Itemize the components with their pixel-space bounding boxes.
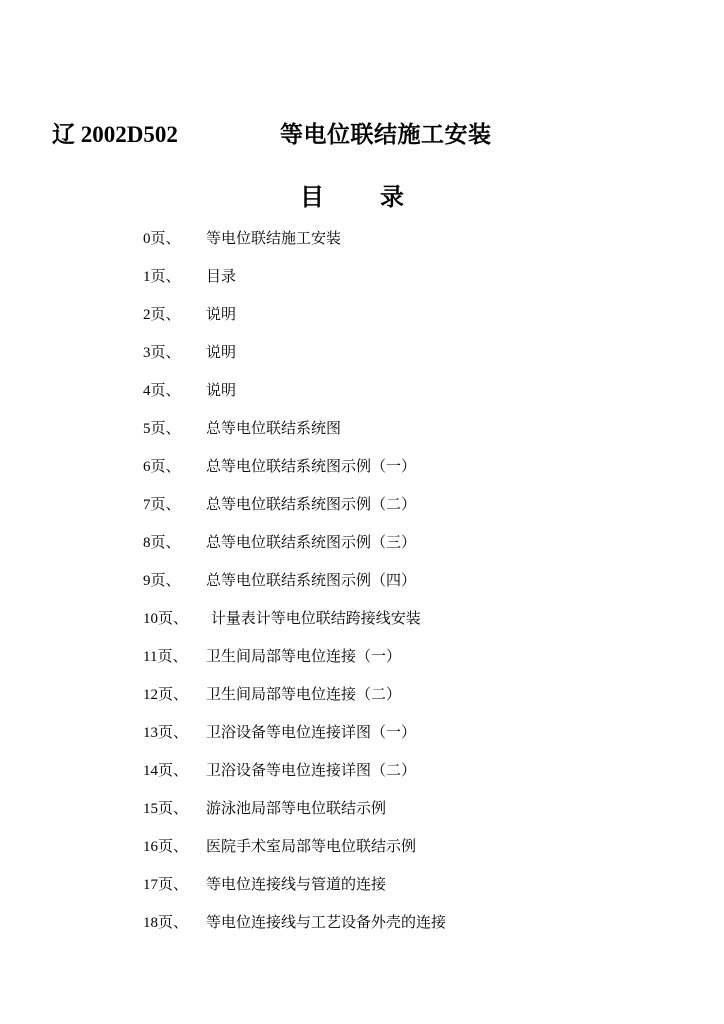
toc-row (143, 598, 446, 636)
toc-row (143, 522, 446, 560)
toc-row (143, 256, 446, 294)
toc-heading-char-2: 录 (380, 182, 404, 211)
toc-row (143, 712, 446, 750)
toc-row (143, 902, 446, 940)
toc-row (143, 218, 446, 256)
toc-entry-title: 总等电位联结系统图示例（三） (206, 532, 417, 551)
toc-row (143, 370, 446, 408)
toc-entry-title: 卫浴设备等电位连接详图（二） (206, 760, 417, 779)
toc-entry-title: 说明 (206, 304, 237, 323)
toc-entry-title: 医院手术室局部等电位联结示例 (206, 836, 417, 855)
toc-row (143, 484, 446, 522)
toc-page-number: 9页、 (143, 572, 181, 589)
toc-page-number: 3页、 (143, 344, 181, 361)
toc-entry-title: 目录 (206, 266, 237, 285)
toc-page-number: 4页、 (143, 382, 181, 399)
toc-page-number: 11页、 (143, 648, 188, 665)
document-code: 辽 2002D502 (52, 121, 178, 147)
toc-entry-title: 卫生间局部等电位连接（一） (206, 646, 402, 665)
toc-entry-title: 卫浴设备等电位连接详图（一） (206, 722, 417, 741)
toc-entry-title: 等电位联结施工安装 (206, 228, 342, 247)
toc-row (143, 560, 446, 598)
toc-row (143, 294, 446, 332)
toc-row (143, 332, 446, 370)
toc-page-number: 15页、 (143, 800, 189, 817)
toc-row (143, 408, 446, 446)
toc-entry-title: 说明 (206, 342, 237, 361)
toc-entry-title: 总等电位联结系统图示例（一） (206, 456, 417, 475)
toc-entry-title: 计量表计等电位联结跨接线安装 (206, 608, 421, 627)
toc-row (143, 636, 446, 674)
document-title: 等电位联结施工安装 (280, 121, 492, 148)
toc-page-number: 12页、 (143, 686, 189, 703)
toc-entry-title: 等电位连接线与工艺设备外壳的连接 (206, 912, 447, 931)
toc-page-number: 10页、 (143, 610, 189, 627)
toc-row (143, 674, 446, 712)
toc-row (143, 864, 446, 902)
toc-page-number: 0页、 (143, 230, 181, 247)
toc-heading (300, 176, 404, 212)
toc-heading-char-1: 目 (300, 182, 324, 211)
toc-entry-title: 等电位连接线与管道的连接 (206, 874, 387, 893)
toc-row (143, 750, 446, 788)
toc-entry-title: 总等电位联结系统图示例（二） (206, 494, 417, 513)
toc-row (143, 826, 446, 864)
toc-page-number: 1页、 (143, 268, 181, 285)
toc-page-number: 5页、 (143, 420, 181, 437)
toc-entry-title: 游泳池局部等电位联结示例 (206, 798, 387, 817)
toc-row (143, 788, 446, 826)
toc-page-number: 17页、 (143, 876, 189, 893)
toc-list (143, 218, 446, 940)
toc-entry-title: 总等电位联结系统图示例（四） (206, 570, 417, 589)
toc-page-number: 2页、 (143, 306, 181, 323)
toc-page-number: 18页、 (143, 914, 189, 931)
toc-entry-title: 说明 (206, 380, 237, 399)
toc-page-number: 8页、 (143, 534, 181, 551)
toc-page-number: 14页、 (143, 762, 189, 779)
toc-entry-title: 卫生间局部等电位连接（二） (206, 684, 402, 703)
toc-page-number: 7页、 (143, 496, 181, 513)
toc-page-number: 13页、 (143, 724, 189, 741)
toc-page-number: 16页、 (143, 838, 189, 855)
toc-page-number: 6页、 (143, 458, 181, 475)
document-header (52, 114, 492, 150)
toc-entry-title: 总等电位联结系统图 (206, 418, 342, 437)
toc-row (143, 446, 446, 484)
